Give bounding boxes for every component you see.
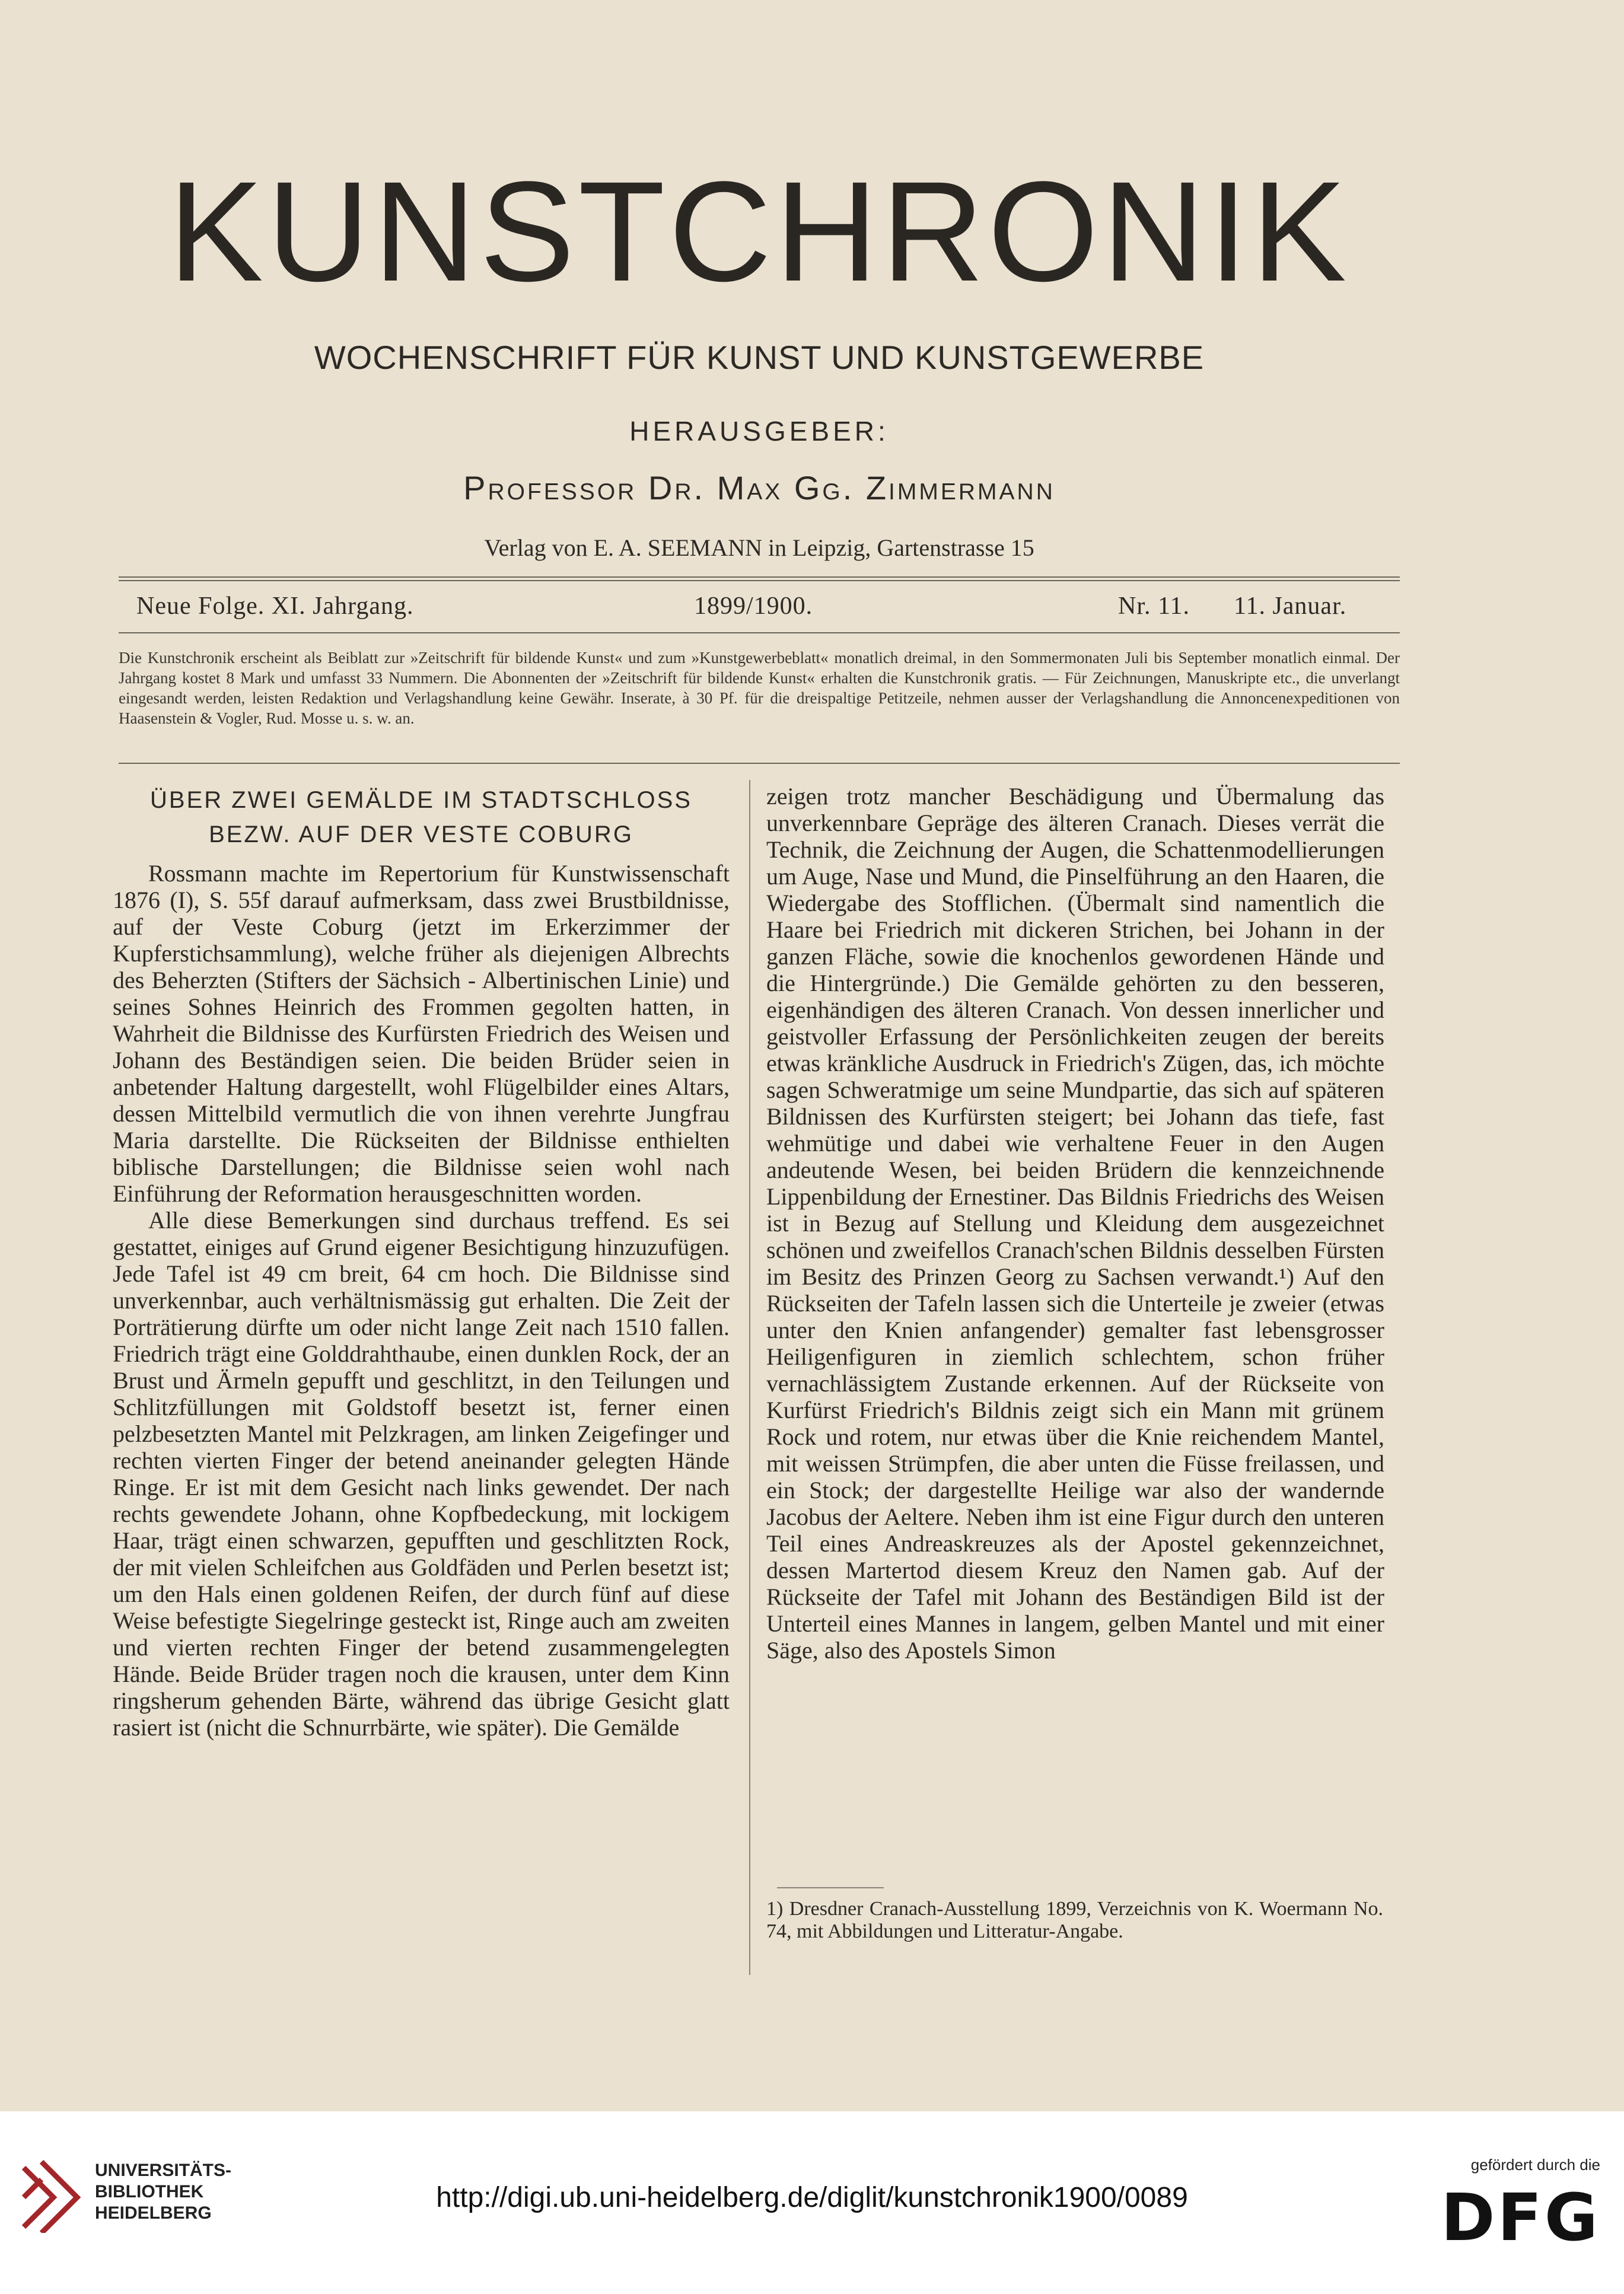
- issue-series: Neue Folge. XI. Jahrgang.: [136, 592, 414, 620]
- header-rule-top: [119, 576, 1400, 578]
- article-title-line-2: BEZW. AUF DER VESTE COBURG: [209, 821, 633, 847]
- journal-title: KUNSTCHRONIK: [168, 152, 1351, 311]
- article-paragraph: Rossmann machte im Repertorium für Kunstwissenschaft 1876 (I), S. 55f darauf aufmerksam, dass zwei Brustbildnisse, auf der Veste Coburg (jetzt im Erkerzimmer der Kupferstichsammlung), welche früher als diejenigen Albrechts des Beherzten (Stifters der Sächsich - Albertinischen Linie) und seines Sohnes Heinrich des Frommen gegolten hatten, in Wahrheit die Bildnisse des Kurfürsten Friedrich des Weisen und Johann des Beständigen seien. Die beiden Brüder seien in anbetender Haltung dargestellt, wohl Flügelbilder eines Altars, dessen Mittelbild vermutlich die von ihnen verehrte Jungfrau Maria darstellte. Die Rückseiten der Bildnisse enthielten biblische Darstellungen; die Bildnisse seien wohl nach Einführung der Reformation herausgeschnitten worden.: [113, 860, 730, 1207]
- footnote: 1) Dresdner Cranach-Ausstellung 1899, Verzeichnis von K. Woermann No. 74, mit Abbildungen und Litteratur-Angabe.: [766, 1898, 1383, 1942]
- university-library-name: UNIVERSITÄTS- BIBLIOTHEK HEIDELBERG: [95, 2161, 232, 2223]
- issue-date: 11. Januar.: [1234, 592, 1347, 620]
- issue-number: Nr. 11.: [1118, 592, 1190, 620]
- permalink-url[interactable]: http://digi.ub.uni-heidelberg.de/diglit/kunstchronik1900/0089: [436, 2182, 1188, 2213]
- editor-name: Professor Dr. Max Gg. Zimmermann: [463, 469, 1055, 506]
- issue-years: 1899/1900.: [694, 592, 813, 620]
- funder-label: gefördert durch die: [1470, 2156, 1600, 2174]
- column-right: [766, 783, 1384, 1664]
- notice-rule: [119, 763, 1400, 764]
- article-title-line-1: ÜBER ZWEI GEMÄLDE IM STADTSCHLOSS: [150, 787, 692, 813]
- publisher-label: HERAUSGEBER:: [629, 416, 889, 447]
- viewer-footer: [0, 2111, 1624, 2294]
- footnote-rule: [777, 1887, 884, 1888]
- article-title: [113, 783, 730, 852]
- column-left: [113, 783, 730, 1741]
- header-rule-bottom: [119, 632, 1400, 633]
- column-divider: [749, 780, 750, 1975]
- dfg-logo: DFG: [1441, 2180, 1600, 2255]
- subscription-notice: Die Kunstchronik erscheint als Beiblatt zur »Zeitschrift für bildende Kunst« und zum »Kunstgewerbeblatt« monatlich dreimal, in den Sommermonaten Juli bis September monatlich einmal. Der Jahrgang kostet 8 Mark und umfasst 33 Nummern. Die Abonnenten der »Zeitschrift für bildende Kunst« erhalten die Kunstchronik gratis. — Für Zeichnungen, Manuskripte etc., die unverlangt eingesandt werden, leisten Redaktion und Verlagshandlung keine Gewähr. Inserate, à 30 Pf. für die dreispaltige Petitzeile, nehmen ausser der Verlagshandlung die Annoncenexpeditionen von Haasenstein & Vogler, Rud. Mosse u. s. w. an.: [119, 649, 1400, 727]
- header-rule-top-double: [119, 580, 1400, 581]
- issue-info-row: [130, 592, 1400, 627]
- publisher-line: Verlag von E. A. SEEMANN in Leipzig, Gartenstrasse 15: [484, 534, 1034, 561]
- article-paragraph: Alle diese Bemerkungen sind durchaus treffend. Es sei gestattet, einiges auf Grund eigener Besichtigung hinzuzufügen. Jede Tafel ist 49 cm breit, 64 cm hoch. Die Bildnisse sind unverkennbar, auch verhältnismässig gut erhalten. Die Zeit der Porträtierung dürfte um oder nicht lange Zeit nach 1510 fallen. Friedrich trägt eine Golddrahthaube, einen dunklen Rock, der an Brust und Ärmeln gepufft und geschlitzt, in den Teilungen und Schlitzfüllungen mit Goldstoff besetzt ist, ferner einen pelzbesetzten Mantel mit Pelzkragen, am linken Zeigefinger und rechten vierten Finger der betend aneinander gelegten Hände Ringe. Er ist mit dem Gesicht nach links gewendet. Der nach rechts gewendete Johann, ohne Kopfbedeckung, mit lockigem Haar, trägt einen schwarzen, gepufften und geschlitzten Rock, der mit vielen Schleifchen aus Goldfäden und Perlen besetzt ist; um den Hals einen goldenen Reifen, der durch fünf auf diese Weise befestigte Siegelringe gesteckt ist, Ringe auch am zweiten und vierten rechten Finger der betend zusammengelegten Hände. Beide Brüder tragen noch die krausen, unter dem Kinn ringsherum gehenden Bärte, während das übrige Gesicht glatt rasiert ist (nicht die Schnurrbärte, wie später). Die Gemälde: [113, 1207, 730, 1741]
- article-paragraph: zeigen trotz mancher Beschädigung und Übermalung das unverkennbare Gepräge des älteren Cranach. Dieses verrät die Technik, die Zeichnung der Augen, die Schattenmodellierungen um Auge, Nase und Mund, die Pinselführung an den Haaren, die Wiedergabe des Stofflichen. (Übermalt sind namentlich die Haare bei Friedrich mit dickeren Strichen, bei Johann in der ganzen Fläche, sowie die knochenlos gewordenen Hände und die Hintergründe.) Die Gemälde gehörten zu den besseren, eigenhändigen des älteren Cranach. Von dessen innerlicher und geistvoller Erfassung der Persönlichkeiten zeugen der bereits etwas kränkliche Ausdruck in Friedrich's Zügen, das, ich möchte sagen Schweratmige um seine Mundpartie, das sich auf späteren Bildnissen des Kurfürsten steigert; bei Johann das tiefe, fast wehmütige und dabei wie verhaltene Feuer in den Augen andeutende Wesen, bei beiden Brüdern die kennzeichnende Lippenbildung der Ernestiner. Das Bildnis Friedrichs des Weisen ist in Bezug auf Stellung und Kleidung dem ausgezeichnet schönen und zweifellos Cranach'schen Bildnis desselben Fürsten im Besitz des Prinzen Georg zu Sachsen verwandt.¹) Auf den Rückseiten der Tafeln lassen sich die Unterteile je zweier (etwas unter den Knien anfangender) gemalter fast lebensgrosser Heiligenfiguren in ziemlich schlechtem, schon früher vernachlässigtem Zustande erkennen. Auf der Rückseite von Kurfürst Friedrich's Bildnis zeigt sich ein Mann mit grünem Rock und rotem, nur etwas über die Knie reichendem Mantel, mit weissen Strümpfen, die aber unten die Füsse freilassen, und ein Stock; der dargestellte Heilige war also der wandernde Jacobus der Aeltere. Neben ihm ist eine Figur durch den unteren Teil eines Andreaskreuzes als der Apostel gekennzeichnet, dessen Martertod diesem Kreuz den Namen gab. Auf der Rückseite der Tafel mit Johann des Beständigen Bild ist der Unterteil eines Mannes in langem, gelben Mantel und mit einer Säge, also des Apostels Simon: [766, 783, 1384, 1664]
- journal-subtitle: WOCHENSCHRIFT FÜR KUNST UND KUNSTGEWERBE: [314, 339, 1205, 376]
